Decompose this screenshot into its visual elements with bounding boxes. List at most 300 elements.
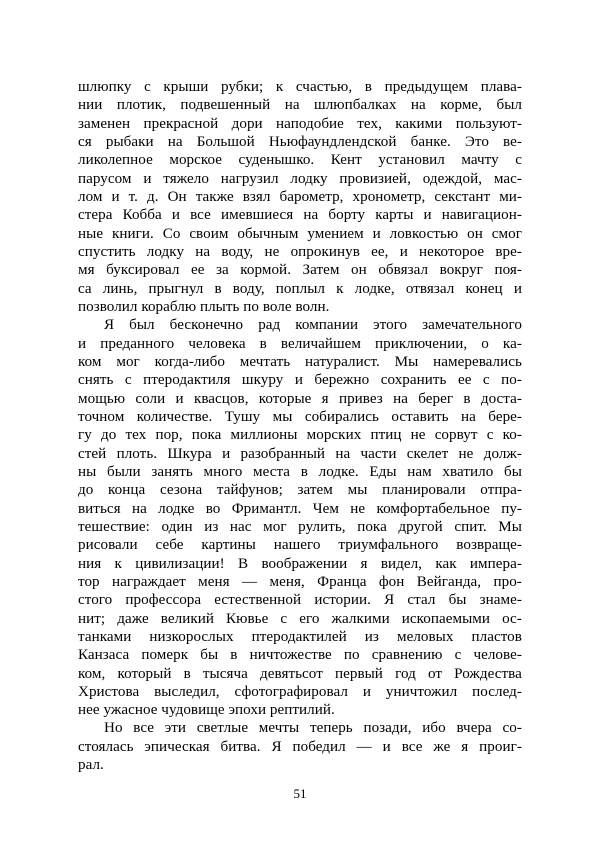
word: плоть. [116,445,158,462]
word: эти [164,720,187,737]
word: лодке. [318,463,359,480]
word: теперь [309,720,353,737]
word: и [143,170,152,187]
word: послед- [472,683,522,700]
word: плава- [480,79,522,95]
word: установил [378,152,445,169]
word: воду, [232,280,265,297]
word: спустить [78,243,136,260]
word: Кювье [226,610,269,627]
word: парусом [78,170,132,187]
text-line [78,683,522,701]
word: Это [464,133,489,150]
word: морское [169,152,223,169]
word: которые [258,390,312,407]
word: счастью, [295,79,353,95]
text-line [78,151,522,169]
text-line [78,591,522,609]
text-line: позволил кораблю плыть по воле волн. [78,298,330,315]
word: обычным [237,225,299,242]
word: также [195,188,234,205]
text-line [78,408,522,426]
word: своим [189,225,229,242]
word: на [393,390,408,407]
word: корме, [440,97,483,114]
text-line [78,335,522,353]
word: низкорослых [149,628,234,645]
word: оставить [391,408,449,425]
word: д. [147,188,159,205]
word: Кент [330,152,362,169]
word: шлюпбалках [314,97,397,114]
word: бере- [488,408,522,425]
word: карты [375,207,414,224]
word: на [410,97,426,114]
word: рисовали [78,537,138,554]
word: точном [78,408,125,425]
word: и [175,390,184,407]
word: части [360,445,397,462]
word: доста- [480,390,522,407]
word: собирались [304,408,379,425]
word: с [280,610,288,627]
word: Я [384,592,395,609]
word: померк [141,647,189,664]
word: мачту [461,152,499,169]
word: фон [378,573,405,590]
word: и [372,225,381,242]
word: возвраще- [456,537,522,554]
text-line [78,371,522,389]
word: о [481,335,489,352]
word: нашего [273,537,321,554]
word: рубки; [221,79,264,95]
word: уничтожил [385,683,458,700]
word: до [101,427,117,444]
text-line [78,243,522,261]
word: тяжело [163,170,209,187]
word: человека [188,335,246,352]
word: затем [297,482,333,499]
word: видел, [380,555,423,572]
word: в [214,280,222,297]
word: я [360,555,368,572]
word: Но [104,720,123,737]
word: стей [78,445,107,462]
word: конца [108,482,146,499]
word: хронометр, [352,188,426,205]
word: с [124,372,132,389]
word: книги. [111,225,154,242]
word: провизией, [339,170,411,187]
text-line [78,188,522,206]
word: стера [78,207,113,224]
word: тайфунов; [216,482,283,499]
word: цивилизации! [135,555,225,572]
word: ве- [503,133,522,150]
word: миллионы [230,427,298,444]
word: величайшем [280,335,361,352]
word: планировали [382,482,466,499]
word: замечательного [422,317,522,334]
word: светлые [196,720,249,737]
word: не [264,243,280,260]
word: берег [418,390,454,407]
word: привез [338,390,383,407]
text-line [78,426,522,444]
word: ловкостью [389,225,459,242]
word: ком, [78,665,106,682]
word: прыгнул [148,280,204,297]
word: ны [78,463,97,480]
word: барометр, [279,188,344,205]
word: нас [229,518,252,535]
word: стал [407,592,436,609]
word: виться [78,500,121,517]
word: мощью [78,390,126,407]
text-line [78,500,522,518]
text-line [78,555,522,573]
paragraph [78,719,522,774]
word: жалкими [331,610,390,627]
word: вокруг [439,262,483,279]
word: — [356,738,372,755]
word: по- [501,372,522,389]
word: птеродактилей [251,628,347,645]
word: танками [78,628,132,645]
word: количестве. [136,408,213,425]
word: хватило [442,463,494,480]
word: обвязал [378,262,429,279]
word: нит; [78,610,106,627]
word: позади, [363,720,412,737]
word: ее [190,262,205,279]
word: великий [160,610,214,627]
word: мас- [493,170,522,187]
word: Он [167,188,187,205]
word: пластов [471,628,522,645]
word: меня [198,573,230,590]
word: пу- [501,500,522,517]
word: ликолепное [78,152,153,169]
word: и [362,683,371,700]
word: Я [104,317,115,334]
word: снять [78,372,114,389]
word: рыбаки [105,133,154,150]
text-line [78,280,522,298]
word: не [350,500,366,517]
word: во [205,500,221,517]
word: некоторое [419,243,485,260]
word: сезона [159,482,203,499]
text-line [78,206,522,224]
word: кормой. [240,262,292,279]
word: меня, [269,573,305,590]
word: смог [491,225,522,242]
word: суденышко. [238,152,315,169]
word: картины [201,537,256,554]
word: на [131,500,147,517]
word: сохранить [380,372,447,389]
word: прекрасной [143,115,219,132]
word: мы [272,408,293,425]
word: в [230,647,238,664]
word: крыши [163,79,209,95]
word: из [204,518,219,535]
word: занять [151,463,193,480]
word: награждает [112,573,186,590]
word: стоялась [78,738,134,755]
word: Я [271,738,282,755]
word: в [183,665,191,682]
word: ния [78,555,102,572]
word: с [454,647,462,664]
word: Франца [317,573,367,590]
word: в [259,335,267,352]
word: пользуют- [455,115,522,132]
word: в [300,463,308,480]
word: битва. [220,738,261,755]
word: лодке [158,500,195,517]
word: рад [258,317,281,334]
text-line [78,445,522,463]
word: был [129,317,155,334]
word: В [238,555,249,572]
word: соли [135,390,166,407]
word: из [364,628,379,645]
word: подвешенный [180,97,271,114]
word: к [275,79,284,95]
word: все [401,738,423,755]
text-line [78,665,522,683]
word: он [351,262,367,279]
word: ибо [422,720,446,737]
word: Чем [312,500,339,517]
word: бы [448,592,467,609]
word: профессора [125,592,202,609]
word: сравнению [371,647,443,664]
word: на [335,445,351,462]
word: морских [306,427,362,444]
word: много [203,463,243,480]
word: тешествие: [78,518,150,535]
word: и [423,207,432,224]
word: секстант [434,188,491,205]
text-line [78,316,522,334]
word: же [433,738,451,755]
word: все [190,207,211,224]
word: был [496,97,522,114]
word: Большой [196,133,255,150]
word: я [321,390,329,407]
word: как [435,555,457,572]
word: рулить, [298,518,346,535]
word: до [78,482,94,499]
word: намеревались [433,353,522,370]
word: Канзаса [78,647,130,664]
word: мы [347,482,368,499]
word: Ньюфаундлендской [268,133,397,150]
word: квасцов, [193,390,249,407]
word: были [107,463,141,480]
word: мя [78,262,95,279]
word: бесконечно [169,317,244,334]
word: умением [307,225,364,242]
word: и [399,243,408,260]
word: Христова [78,683,140,700]
text-line [78,536,522,554]
word: одеждой, [422,170,483,187]
word: тор [78,573,100,590]
word: год [395,665,416,682]
word: себе [155,537,184,554]
text-line [78,390,522,408]
paragraph [78,78,522,316]
word: на [284,97,300,114]
word: стого [78,592,113,609]
word: импера- [469,555,522,572]
word: истории. [314,592,371,609]
page-text-block [78,78,522,774]
word: с [486,427,494,444]
word: и [111,188,120,205]
word: наподобие [276,115,344,132]
word: сорвут [434,427,478,444]
word: Рождества [454,665,522,682]
page-number: 51 [293,786,307,801]
word: с [144,79,151,95]
word: Вейганда, [416,573,482,590]
word: этого [373,317,408,334]
word: знаме- [479,592,522,609]
word: птеродактиля [143,372,231,389]
word: Затем [302,262,340,279]
text-line [78,628,522,646]
word: на [303,207,319,224]
word: Шкура [167,445,212,462]
word: т. [128,188,139,205]
word: ся [78,133,92,150]
word: и [513,280,522,297]
word: естественной [214,592,302,609]
word: Кобба [122,207,162,224]
word: и [382,738,391,755]
text-line [78,719,522,737]
text-line [78,133,522,151]
word: он [467,225,483,242]
word: не [458,445,474,462]
text-line [78,353,522,371]
word: опрокинув [290,243,360,260]
word: и [78,335,87,352]
word: и [294,372,303,389]
word: линь, [102,280,138,297]
word: приключении, [375,335,468,352]
word: я [461,738,469,755]
word: гу [78,427,92,444]
word: за [215,262,229,279]
word: к [114,555,122,572]
word: на [195,243,211,260]
word: лодке, [354,280,395,297]
word: Со [162,225,181,242]
word: на [167,133,183,150]
word: и [171,207,180,224]
word: воображении [261,555,348,572]
word: пор, [155,427,183,444]
word: в [463,390,471,407]
text-line [78,78,522,96]
text-line [78,481,522,499]
word: воду, [221,243,254,260]
word: вчера [456,720,492,737]
text-line: рал. [78,757,104,774]
word: вре- [495,243,522,260]
word: со- [502,720,522,737]
word: ком [78,353,102,370]
word: не [410,427,426,444]
word: выследил, [154,683,220,700]
word: птиц [370,427,402,444]
word: ко- [502,427,522,444]
word: заменен [78,115,131,132]
word: отпра- [480,482,522,499]
word: по [343,647,360,664]
word: разобранный [240,445,326,462]
word: к [336,280,344,297]
word: борту [328,207,366,224]
word: лодку [146,243,185,260]
paragraph [78,316,522,719]
word: имевшиеся [220,207,294,224]
word: места [252,463,291,480]
word: преданного [100,335,175,352]
word: Фримантл. [231,500,302,517]
text-line [78,225,522,243]
word: ми- [499,188,522,205]
word: тысяча [202,665,248,682]
word: даже [117,610,149,627]
word: от [427,665,443,682]
word: шкуру [241,372,284,389]
word: отвязал [405,280,455,297]
text-line [78,170,522,188]
word: комфортабельное [376,500,490,517]
word: тех [125,427,147,444]
word: тех, [357,115,382,132]
text-line [78,573,522,591]
word: на [460,408,476,425]
text-line [78,463,522,481]
word: компании [295,317,359,334]
word: мечтать [239,353,291,370]
word: ее [457,372,472,389]
word: эпическая [144,738,210,755]
word: меловых [396,628,454,645]
word: Мы [394,353,419,370]
word: — [242,573,258,590]
word: Мы [498,518,522,535]
word: нии [78,97,103,114]
word: проиг- [479,738,522,755]
word: ничтожестве [249,647,332,664]
word: сфотографировал [234,683,348,700]
word: лодку [290,170,328,187]
word: другой [398,518,443,535]
word: с [482,372,490,389]
word: поплыл [275,280,326,297]
word: первый [334,665,383,682]
